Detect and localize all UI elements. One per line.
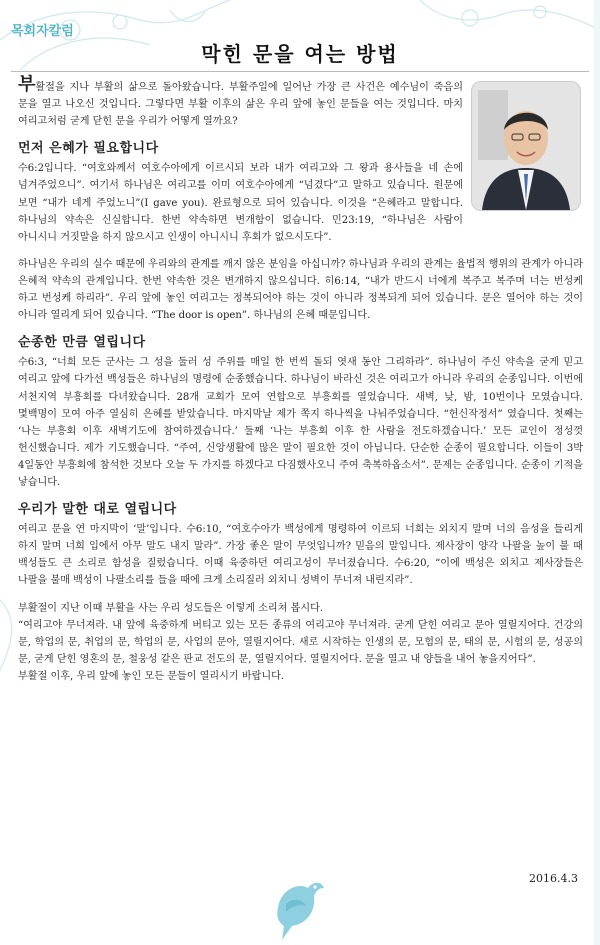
paragraph: “여리고야 무너져라. 내 앞에 육중하게 버티고 있는 모든 종류의 여리고야 무너져라. 굳게 닫힌 여리고 문아 열릴지어다. 건강의 문, 학업의 문, 취업의 문, 학업의 문, 사업의 문아, 열릴지어다. 새로 시작하는 인생의 문, 모험의 문, 태의 문, 시험의 문, 성공의 문, 굳게 닫힌 영혼의 문, 철웅성 같은 판교 전도의 문, 열릴지어다. 열릴지어다. 문을 열고 내 양들을 내어 놓을지어다”. bbox=[18, 619, 583, 665]
column-date: 2016.4.3 bbox=[529, 872, 578, 885]
section-heading-words: 우리가 말한 대로 열립니다 bbox=[18, 502, 177, 518]
column-body bbox=[18, 74, 583, 695]
page-title: 막힌 문을 여는 방법 bbox=[201, 42, 399, 66]
bird-icon bbox=[268, 868, 328, 943]
paragraph: 여리고 문을 연 마지막이 ‘말’입니다. 수6:10, “여호수아가 백성에게 명령하여 이르되 너희는 외치지 말며 너의 음성을 들리게 하지 말며 너희 입에서 아무 말도 내지 말라”. 가장 좋은 말이 무엇입니까? 믿음의 말입니다. 제사장이 양각 나팔을 높이 불 때 백성들도 큰 소리로 함성을 질렀습니다. 이때 육중하던 여리고성이 무너졌습니다. 수6:20, “이에 백성은 외치고 제사장들은 나팔을 불매 백성이 나팔소리를 들을 때에 크게 소리질러 외치니 성벽이 무너져 내린지라”. bbox=[18, 524, 583, 587]
section-heading-grace: 먼저 은혜가 필요합니다 bbox=[18, 141, 159, 157]
author-photo bbox=[471, 81, 581, 211]
intro-text: 활절을 지나 부활의 삶으로 돌아왔습니다. 부활주일에 일어난 가장 큰 사건은 예수님이 죽음의 문을 열고 나오신 것입니다. 그렇다면 부활 이후의 삶은 우리 앞에 놓인 문들을 여는 것입니다. 마치 여리고처럼 굳게 닫힌 문을 우리가 어떻게 열까요? bbox=[18, 82, 463, 128]
divider bbox=[11, 71, 589, 72]
paragraph: 수6:3, “너희 모든 군사는 그 성을 둘러 성 주위를 매일 한 번씩 돌되 엿새 동안 그리하라”. 하나님이 주신 약속을 굳게 믿고 여리고 앞에 다가선 백성들은 하나님의 명령에 순종했습니다. 하나님이 바라신 것은 여리고가 아니라 우리의 순종입니다. 이번에 서천지역 부흥회를 다녀왔습니다. 28개 교회가 모여 연합으로 부흥회를 열었습니다. 새벽, 낮, 밤, 10번이나 모였습니다. 몇백명이 모여 아주 열심히 은혜를 받았습니다. 마지막날 제가 쪽지 하나씩을 나눠주었습니다. “헌신작정서” 였습니다. 첫째는 ‘나는 부흥회 이후 새벽기도에 참여하겠습니다.’ 둘째 ‘나는 부흥회 이후 한 사람을 전도하겠습니다.’ 모든 교인이 정성껏 헌신했습니다. 제가 기도했습니다. “주여, 신앙생활에 많은 말이 필요한 것이 아닙니다. 단순한 순종이 필요합니다. 이들이 3박 4일동안 부흥회에 참석한 것보다 오늘 두 가지를 하겠다고 다짐했사오니 주여 축복하옵소서”. 문제는 순종입니다. 순종이 기적을 낳습니다. bbox=[18, 357, 583, 488]
paragraph: 하나님은 우리의 실수 때문에 우리와의 관계를 깨지 않은 분임을 아십니까? 하나님과 우리의 관계는 율법적 행위의 관계가 아니라 은혜적 약속의 관계입니다. 한번 약속한 것은 변개하지 않으십니다. 히6:14, “내가 반드시 너에게 복주고 복주며 너는 번성케 하고 번성케 하리라”. 우리 앞에 놓인 여리고는 정복되어야 하는 것이 아니라 정복되게 되어 있습니다. 문은 열어야 하는 것이 아니라 열리게 되어 있습니다. “The door is open”. 하나님의 은혜 때문입니다. bbox=[18, 258, 583, 322]
drop-letter: 부 bbox=[18, 74, 36, 95]
paragraph: 부활절 이후, 우리 앞에 놓인 모든 문들이 열리시기 바랍니다. bbox=[18, 670, 285, 682]
paragraph: 수6:2입니다. “여호와께서 여호수아에게 이르시되 보라 내가 여리고와 그 왕과 용사들을 네 손에 넘겨주었으니”. 여기서 하나님은 여리고를 이미 여호수아에게 “넘겼다”고 말하고 있습니다. 원문에 보면 “내가 네게 주었노니”(I gave you). 완료형으로 되어 있습니다. 이것을 “은혜라고 말합니다. 하나님의 약속은 신실합니다. 한번 약속하면 변개함이 없습니다. 민23:19, “하나님은 사람이 아니시니 거짓말을 하지 않으시고 인생이 아니시니 후회가 없으시도다”. bbox=[18, 163, 463, 243]
paragraph: 부활절이 지난 이때 부활을 사는 우리 성도들은 이렇게 소리쳐 봅시다. bbox=[18, 602, 324, 614]
section-heading-obedience: 순종한 만큼 열립니다 bbox=[18, 335, 146, 351]
column-tag: 목회자칼럼 bbox=[11, 24, 74, 39]
